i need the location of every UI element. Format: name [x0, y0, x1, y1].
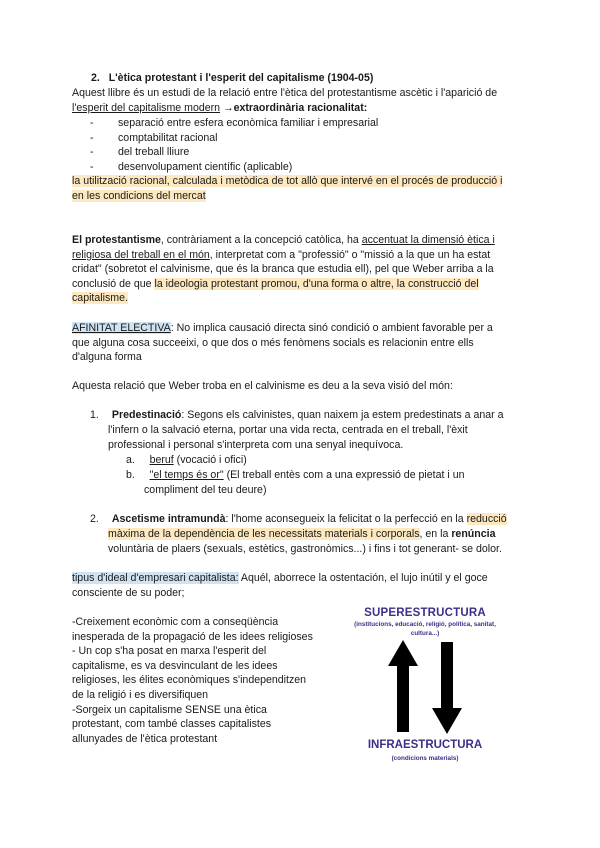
text-span: : Segons els calvinistes, quan naixem ja estem predestinats a anar a	[181, 409, 504, 421]
bullet-text: desenvolupament científic (aplicable)	[118, 160, 293, 173]
intro-line-2	[72, 101, 542, 116]
superstructure-subtitle-line: (institucions, educació, religió, política, sanitat,	[354, 621, 496, 628]
list-item	[90, 116, 378, 131]
tipus-paragraph	[72, 571, 542, 600]
text-line: capitalisme, es va desvinculant de les idees	[72, 659, 278, 672]
item-bold: Ascetisme intramundà	[111, 513, 226, 525]
list-item	[90, 131, 378, 146]
text-line: protestant, com també classes capitalistes	[72, 718, 272, 731]
down-arrow-icon	[432, 642, 462, 734]
item-bold: Predestinació	[111, 409, 182, 421]
afinitat-paragraph	[72, 321, 542, 365]
highlight-span: capitalisme.	[72, 292, 128, 305]
text-span: , contràriament a la concepció catòlica, ha	[160, 234, 362, 246]
consequences-list	[72, 615, 332, 746]
text-line: l'infern o la salvació eterna, portar una vida recta, centrada en el treball, l'èxit	[108, 424, 468, 436]
item-number: 1.	[90, 409, 99, 421]
bullet-text: separació entre esfera econòmica familiar i empresarial	[118, 117, 379, 129]
afinitat-label: AFINITAT ELECTIVA	[72, 322, 171, 334]
subitem-label: b.	[126, 469, 135, 481]
section-number: 2.	[91, 72, 100, 84]
subitem-b-cont	[144, 483, 548, 498]
structure-diagram	[330, 600, 530, 770]
text-span: compliment del teu deure)	[144, 484, 267, 496]
text-span: : l'home aconsegueix la felicitat o la perfecció en la	[225, 513, 467, 525]
bullet-text: del treball lliure	[118, 146, 190, 159]
text-line: professional i personal s'interpreta com una senyal inequívoca.	[108, 438, 404, 451]
protestantism-paragraph	[72, 233, 542, 306]
text-line: - Un cop s'ha posat en marxa l'esperit del	[72, 645, 267, 658]
text-line: voluntària de plaers (sexuals, estètics, gastronòmics...) i fins i tot generant- se dolor.	[108, 542, 502, 555]
predestination-body	[108, 423, 533, 452]
subitem-a	[126, 453, 530, 468]
bullet-dash: -	[90, 131, 94, 144]
text-line: consciente de su poder;	[72, 586, 185, 599]
infrastructure-subtitle: (condicions materials)	[391, 755, 459, 762]
underlined-span: "el temps és or"	[149, 469, 224, 481]
text-line: religioses, les élites econòmiques s'independitzen	[72, 674, 307, 687]
protestantism-bold: El protestantisme	[72, 234, 161, 246]
bullet-text: comptabilitat racional	[118, 131, 218, 144]
highlight-line-1: la utilització racional, calculada i metòdica de tot allò que intervé en el procés de producció i	[72, 175, 503, 187]
highlight-span: reducció	[466, 513, 507, 525]
text-line: inesperada de la propagació de les idees religioses	[72, 630, 313, 643]
predestination-item	[90, 408, 530, 423]
item-number: 2.	[90, 513, 99, 525]
text-span: : No implica causació directa sinó condició o ambient favorable per a	[170, 322, 493, 334]
subitem-label: a.	[126, 454, 135, 466]
intro-underlined: l'esperit del capitalisme modern	[72, 101, 221, 114]
text-line: -Sorgeix un capitalisme SENSE una ètica	[72, 703, 267, 716]
text-line: de la religió i es diversifiquen	[72, 688, 209, 701]
text-line: Aquesta relació que Weber troba en el calvinisme es deu a la seva visió del món:	[72, 380, 453, 392]
text-line: d'alguna forma	[72, 351, 142, 364]
text-span: , en la	[419, 528, 452, 540]
highlight-span: la ideologia protestant promou, d'una forma o altre, la construcció del	[154, 277, 479, 290]
underlined-span: accentuat la dimensió ètica i	[361, 234, 495, 246]
superstructure-title: SUPERESTRUCTURA	[364, 607, 486, 619]
text-line: que alguna cosa succeeixi, o que dos o més fenòmens socials es relacionin entre ells	[72, 336, 474, 349]
list-item	[90, 160, 378, 175]
ascetism-item	[90, 512, 535, 527]
underlined-span: religiosa del treball en el món	[72, 248, 210, 261]
bold-span: renúncia	[451, 528, 496, 540]
highlight-span: tipus d'ideal d'empresari capitalista:	[72, 572, 239, 584]
relacio-line	[72, 379, 542, 394]
text-span: conclusió de que	[72, 277, 155, 290]
up-arrow-icon	[388, 640, 418, 732]
superstructure-subtitle-line: cultura...)	[410, 630, 440, 637]
text-span: (El treball entès com a una expressió de pietat i un	[223, 469, 465, 481]
intro-bold: extraordinària racionalitat:	[233, 101, 368, 114]
highlight-line-2: en les condicions del mercat	[72, 189, 206, 202]
bullet-dash: -	[90, 160, 94, 173]
underlined-span: beruf	[149, 454, 174, 466]
bullet-dash: -	[90, 117, 94, 129]
subitem-b	[126, 468, 530, 483]
text-span: , interpretat com a "professió" o "missió a la que un ha estat	[209, 248, 491, 261]
text-span: (vocació i ofici)	[173, 454, 247, 466]
list-item	[90, 145, 378, 160]
text-span: Aquél, aborrece la ostentación, el lujo inútil y el goce	[238, 572, 488, 584]
intro-line-1: Aquest llibre és un estudi de la relació entre l'ètica del protestantisme ascètic i l'aparició de	[72, 87, 498, 99]
bullet-dash: -	[90, 146, 94, 159]
ascetism-body	[108, 527, 538, 556]
text-line: -Creixement econòmic com a conseqüència	[72, 616, 279, 628]
section-title-text: L'ètica protestant i l'esperit del capitalisme (1904-05)	[108, 72, 374, 84]
text-line: allunyades de l'ètica protestant	[72, 732, 218, 745]
intro-paragraph	[72, 86, 542, 115]
highlight-rationality	[72, 174, 542, 203]
bullet-list	[90, 116, 378, 174]
highlight-span: màxima de la dependència de les necessitats materials i corporals	[108, 528, 420, 540]
text-line: cridat" (sobretot el calvinisme, que és la branca que estudia ell), pel que Weber arriba a la	[72, 263, 494, 276]
arrow-glyph: →	[220, 101, 234, 114]
infrastructure-title: INFRAESTRUCTURA	[367, 739, 483, 751]
section-title	[91, 71, 549, 86]
